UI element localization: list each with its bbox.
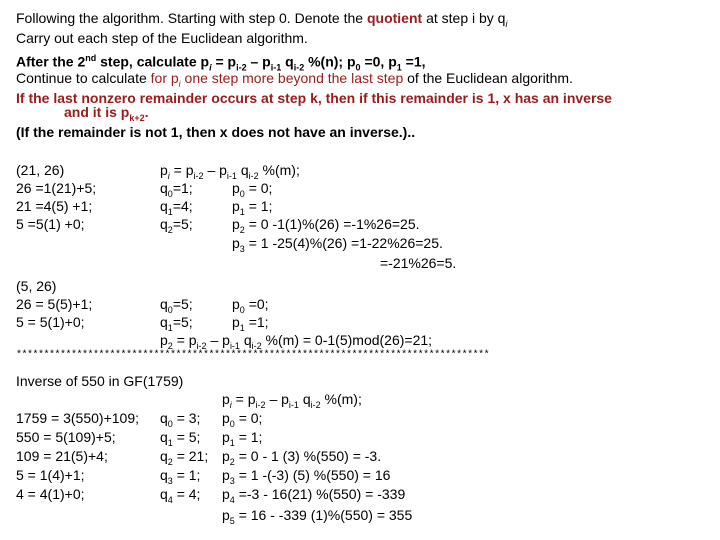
ex1-p3: $p_3 = 1$ -25(4)%(26) =1-22%26=25.: [232, 235, 443, 254]
intro-line-4: Continue to calculate for $p_i$ one step more beyond the last step of the Euclidean algorithm.: [16, 70, 573, 89]
ex1-left-1: 26 =1(21)+5;: [16, 180, 97, 196]
intro-line-7: (If the remainder is not 1, then x does not have an inverse.)..: [16, 124, 416, 140]
ex1-p1: $p_1 = 1$;: [232, 198, 273, 217]
intro-line-6: and it is $p_{k+2}$.: [64, 104, 149, 123]
gf-q1: $q_1 = 5$;: [160, 429, 201, 448]
ex1-q2: $q_2=5$;: [160, 216, 193, 235]
gf-p2: $p_2 = 0 - 1$ (3) %(550) = -3.: [222, 448, 382, 467]
gf-q3: $q_3 = 1$;: [160, 467, 201, 486]
ex1-formula: $p_i = p_{i-2} - p_{i-1}$ $q_{i-2}$ %(m);: [160, 162, 300, 181]
ex2-q0: $q_0=5$;: [160, 296, 193, 315]
gf-left-1: 550 = 5(109)+5;: [16, 429, 116, 445]
ex1-q1: $q_1=4$;: [160, 198, 193, 217]
intro-line-3: After the 2nd step, calculate $p_i = p_{i-2} - p_{i-1}$ $q_{i-2}$ %(n); $p_0 =0$, $p_1 =1$,: [16, 53, 426, 73]
ex1-left-3: 5 =5(1) +0;: [16, 216, 85, 232]
gf-q2: $q_2 = 21$;: [160, 448, 209, 467]
gf-left-4: 4 = 4(1)+0;: [16, 486, 85, 502]
quotient-term: quotient: [366, 10, 423, 26]
ex2-left-0: (5, 26): [16, 278, 57, 294]
separator-stars: **************************************************************************************: [16, 350, 490, 361]
gf-p3: $p_3 = 1$ -(-3) (5) %(550) = 16: [222, 467, 391, 486]
ex2-p0: $p_0 =0$;: [232, 296, 269, 315]
ex2-p2: $p_2 = p_{i-2} - p_{i-1}$ $q_{i-2}$ %(m) = 0-1(5)mod(26)=21;: [160, 332, 433, 351]
ex2-p1: $p_1 =1$;: [232, 314, 269, 333]
gf-p1: $p_1 = 1$;: [222, 429, 263, 448]
ex1-p2: $p_2 = 0$ -1(1)%(26) =-1%26=25.: [232, 216, 420, 235]
ex2-q1: $q_1=5$;: [160, 314, 193, 333]
gf-title: Inverse of 550 in GF(1759): [16, 373, 184, 389]
ex1-p3-cont: =-21%26=5.: [380, 255, 457, 271]
gf-p4: $p_4 =-3 - 16(21) \%(550) = -339$: [222, 486, 406, 505]
ex2-left-1: 26 = 5(5)+1;: [16, 296, 93, 312]
gf-left-3: 5 = 1(4)+1;: [16, 467, 85, 483]
intro-line-5: If the last nonzero remainder occurs at step k, then if this remainder is 1, x has an inverse: [16, 90, 612, 106]
ex1-left-2: 21 =4(5) +1;: [16, 198, 93, 214]
intro-line-1: Following the algorithm. Starting with step 0. Denote the quotient at step i by $q_i$: [16, 10, 508, 29]
ex1-p0: $p_0 = 0$;: [232, 180, 273, 199]
intro-line-2: Carry out each step of the Euclidean algorithm.: [16, 30, 308, 46]
gf-formula: $p_i = p_{i-2} - p_{i-1}$ $q_{i-2}$ %(m);: [222, 391, 362, 410]
ex1-left-0: (21, 26): [16, 162, 65, 178]
gf-q0: $q_0 = 3$;: [160, 410, 201, 429]
ex1-q0: $q_0=1$;: [160, 180, 193, 199]
gf-p5: $p_5 = 16 - -339$ (1)%(550) = 355: [222, 507, 413, 526]
gf-q4: $q_4 = 4$;: [160, 486, 201, 505]
gf-left-2: 109 = 21(5)+4;: [16, 448, 108, 464]
ex2-left-2: 5 = 5(1)+0;: [16, 314, 85, 330]
gf-p0: $p_0 = 0$;: [222, 410, 263, 429]
gf-left-0: 1759 = 3(550)+109;: [16, 410, 139, 426]
